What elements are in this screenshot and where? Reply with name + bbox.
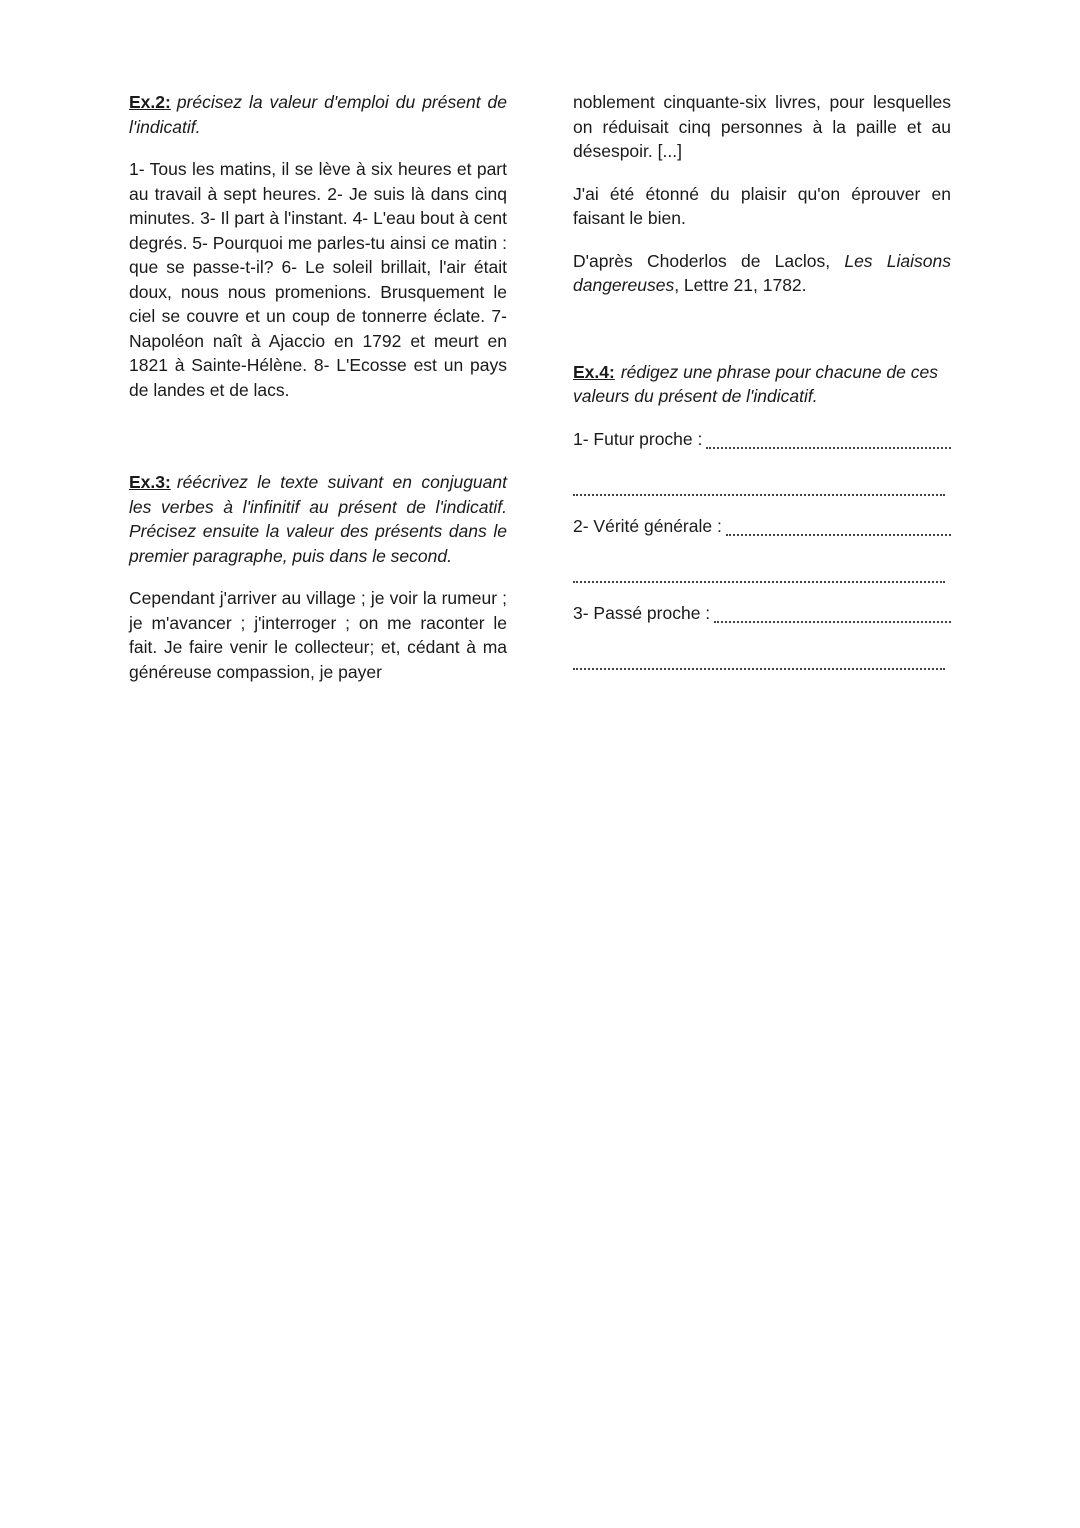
exercise-3-label: Ex.3: <box>129 472 171 492</box>
exercise-4-heading <box>573 360 951 409</box>
exercise-2-heading <box>129 90 507 139</box>
answer-line-passe-proche[interactable] <box>573 602 951 626</box>
source-details: , Lettre 21, 1782. <box>674 275 807 295</box>
laclos-text-continuation: noblement cinquante-six livres, pour lesquelles on réduisait cinq personnes à la paille et au désespoir. [...] <box>573 92 951 161</box>
exercise-2-label: Ex.2: <box>129 92 171 112</box>
laclos-text-paragraph-2: J'ai été étonné du plaisir qu'on éprouver en faisant le bien. <box>573 183 951 228</box>
exercise-3-text: Cependant j'arriver au village ; je voir la rumeur ; je m'avancer ; j'interroger ; on me raconter le fait. Je faire venir le collecteur; et, cédant à ma généreuse compassion, je payer <box>129 588 507 682</box>
answer-blank-line-1[interactable] <box>573 476 945 496</box>
answer-blank-line-3[interactable] <box>573 650 945 670</box>
exercise-3-heading <box>129 470 507 568</box>
exercise-4-label: Ex.4: <box>573 361 615 382</box>
exercise-3-instruction: réécrivez le texte suivant en conjuguant les verbes à l'infinitif au présent de l'indicatif. Précisez ensuite la valeur des présents dans le premier paragraphe, puis dans le second. <box>129 472 507 566</box>
exercise-4-instruction: rédigez une phrase pour chacune de ces valeurs du présent de l'indicatif. <box>573 361 938 406</box>
dotted-fill-line <box>706 429 951 449</box>
dotted-fill-line <box>714 603 951 623</box>
source-title: Les Liaisons dangereuses <box>573 250 951 295</box>
exercise-2-body: 1- Tous les matins, il se lève à six heures et part au travail à sept heures. 2- Je suis là dans cinq minutes. 3- Il part à l'instant. 4- L'eau bout à cent degrés. 5- Pourquoi me parles-tu ainsi ce matin : que se passe-t-il? 6- Le soleil brillait, l'air était doux, nous nous promenions. Brusquement le ciel se couvre et un coup de tonnerre éclate. 7- Napoléon naît à Ajaccio en 1792 et meurt en 1821 à Sainte-Hélène. 8- L'Ecosse est un pays de landes et de lacs. <box>129 159 507 400</box>
source-author: D'après Choderlos de Laclos, <box>573 250 831 271</box>
exercise-2-instruction: précisez la valeur d'emploi du présent de l'indicatif. <box>129 92 507 137</box>
left-column <box>129 90 507 684</box>
dotted-fill-line <box>726 516 951 536</box>
answer-label-futur-proche: 1- Futur proche : <box>573 429 703 449</box>
answer-line-verite-generale[interactable] <box>573 515 951 539</box>
source-citation <box>573 249 951 298</box>
answer-label-verite-generale: 2- Vérité générale : <box>573 516 722 536</box>
answer-label-passe-proche: 3- Passé proche : <box>573 603 711 623</box>
right-column <box>573 90 951 670</box>
answer-line-futur-proche[interactable] <box>573 428 951 452</box>
answer-blank-line-2[interactable] <box>573 563 945 583</box>
